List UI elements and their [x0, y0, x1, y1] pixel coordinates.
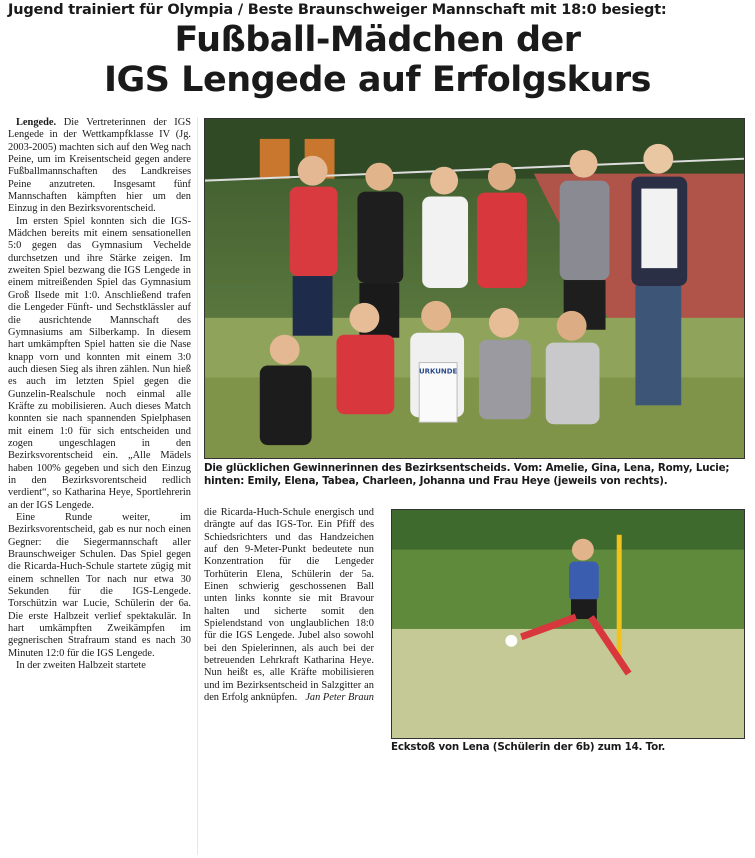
column-divider	[197, 117, 198, 855]
article-column-2	[204, 507, 374, 757]
team-photo	[204, 118, 745, 459]
author-byline: Jan Peter Braun	[305, 692, 374, 704]
corner-kick-caption: Eckstoß von Lena (Schülerin der 6b) zum 14. Tor.	[391, 741, 666, 753]
certificate-label: URKUNDE	[418, 367, 458, 376]
article-paragraph-3: Eine Runde weiter, im Bezirksvorentscheid, gab es nur noch einen Gegner: die Siegermannschaft aller Braunschweiger Schulen. Das Spiel gegen die Ricarda-Huch-Schule startete zügig mit einem schnellen Tor nach nur etwa 30 Sekunden für die IGS-Lengede. Torschützin war Lucie, Schülerin der 6a. Die erste Halbzeit verlief spektakulär. In hart umkämpften Zweikämpfen im gegnerischen Strafraum stand es nach 30 Minuten 12:0 für die IGS Lengede.	[8, 512, 191, 659]
dateline: Lengede.	[16, 117, 57, 128]
article-paragraph-2: Im ersten Spiel konnten sich die IGS-Mädchen bereits mit einem sensationellen 5:0 gegen das Gymnasium Vechelde durchsetzen und ihre Stärke zeigen. Im zweiten Spiel bezwang die IGS Lengede in einem mitreißenden Spiel das Gymnasium Groß Ilsede mit 1:0. Anschließend trafen die Lengeder Fünft- und Sechstklässler auf die ausrichtende Mannschaft des Gymnasiums am Silberkamp. In diesem hart umkämpften Spiel hatten sie die Nase knapp vorn und konnten mit einem 3:0 auch diesen Sieg als ihren zählen. Nun hieß es auch im letzten Spiel gegen die Gunzelin-Realschule noch einmal alle Kräfte zu mobilisieren. Auch dieses Match konnten sie nach spannenden Spielphasen mit einem 1:0 für sich entscheiden und zogen ungeschlagen in den Bezirksvorentscheid ein. „Alle Mädels haben 100% gegeben und sich den Einzug in den Bezirksvorentscheid redlich verdient“, so Katharina Heye, Sportlehrerin an der IGS Lengede.	[8, 215, 191, 511]
article-column-1	[8, 117, 191, 855]
article-paragraph-1	[8, 117, 191, 216]
team-photo-image	[205, 119, 744, 458]
corner-kick-photo	[391, 509, 745, 739]
article-kicker: Jugend trainiert für Olympia / Beste Braunschweiger Mannschaft mit 18:0 besiegt:	[8, 2, 667, 18]
article-paragraph-4: In der zweiten Halbzeit startete	[16, 660, 146, 672]
headline-line-1: Fußball-Mädchen der	[174, 20, 581, 60]
paragraph-text: die Ricarda-Huch-Schule energisch und drängte auf das IGS-Tor. Ein Pfiff des Schiedsrichters und das Handzeichen auf den 9-Meter-Punkt bedeutete nun Konzentration für die Lengeder Torhüterin Elena, Schülerin der 5a. Einen schwierig geschossenen Ball unten links konnte sie mit Bravour halten und sicherte somit den Spielendstand von unglaublichen 18:0 für die IGS Lengede. Jubel also sowohl bei den Spielerinnen, als auch bei der betreuenden Lehrkraft Katharina Heye. Nun heißt es, alle Kräfte mobilisieren und im Bezirksentscheid in Salzgitter an den Erfolg anknüpfen.	[204, 507, 374, 704]
corner-kick-photo-image	[392, 510, 744, 738]
article-paragraph-5	[204, 507, 374, 705]
paragraph-text: Die Vertreterinnen der IGS Lengede in der Wettkampfklasse IV (Jg. 2003-2005) machten sich auf den Weg nach Peine, um im Kreisentscheid gegen andere Fußballmannschaften des Landkreises Peine anzutreten. Insgesamt fünf Mannschaften kämpften hier um den Einzug in den Bezirksvorentscheid.	[8, 117, 191, 215]
article-headline	[0, 20, 755, 100]
team-photo-caption: Die glücklichen Gewinnerinnen des Bezirksentscheids. Vom: Amelie, Gina, Lena, Romy, Lucie; hinten: Emily, Elena, Tabea, Charleen, Johanna und Frau Heye (jeweils von rechts).	[204, 462, 730, 487]
headline-line-2: IGS Lengede auf Erfolgskurs	[104, 60, 651, 100]
